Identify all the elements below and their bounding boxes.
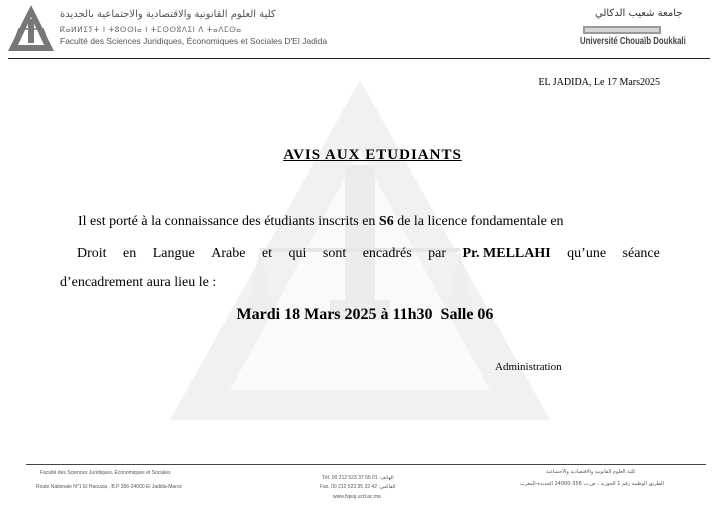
word: encadrés <box>362 246 412 261</box>
university-name-french: Université Chouaïb Doukkali <box>580 36 686 47</box>
footer-website: www.fsjesj.ucd.ac.ma <box>333 494 381 500</box>
word: Arabe <box>211 246 246 261</box>
word: Langue <box>152 246 195 261</box>
footer-address: Route Nationale N°1 El Haouzia , B.P 356-24000 El Jadida-Maroc <box>36 484 183 490</box>
paragraph-text: Il est porté à la connaissance des étudiants inscrits en <box>78 214 379 229</box>
university-name-arabic: جامعة شعيب الدكالي <box>595 8 683 19</box>
word: Droit <box>77 246 107 261</box>
footer-faculty-name: Faculté des Sciences Juridiques, Économiques et Sociales <box>40 470 171 476</box>
footer-phone: Tél. 00 212 523 37 55 01 :الهاتف <box>322 475 394 481</box>
word: qu’une <box>567 246 607 261</box>
date-line: EL JADIDA, Le 17 Mars2025 <box>538 77 660 88</box>
professor-name: Pr. MELLAHI <box>462 246 551 261</box>
faculty-logo <box>6 3 56 53</box>
faculty-name-french: Faculté des Sciences Juridiques, Économiques et Sociales D'El Jadida <box>60 36 328 46</box>
header-divider <box>8 58 710 59</box>
university-logo <box>583 24 661 36</box>
paragraph-line-1 <box>78 214 564 230</box>
word: en <box>123 246 137 261</box>
word: qui <box>288 246 307 261</box>
signature-administration: Administration <box>495 361 562 373</box>
footer-faculty-name-arabic: كلية العلوم القانونية والاقتصادية والاجتماعية <box>546 469 636 475</box>
semester-code: S6 <box>378 214 394 229</box>
footer-fax: Fax. 00 212 523 35 32 42 :الفاكس <box>320 484 396 490</box>
session-datetime-room: Mardi 18 Mars 2025 à 11h30 Salle 06 <box>236 306 494 323</box>
word: par <box>428 246 447 261</box>
faculty-name-tifinagh: ⴽⴰⵍⵍⵉⵢⵜ ⵏ ⵜⵓⵙⵙⵏⴰ ⵏ ⵜⵎⵙⵙⵓⴷⵉⵏ ⴷ ⵜⴰⴷⵎⵙⴰ <box>60 25 242 34</box>
word: et <box>261 246 273 261</box>
word: sont <box>322 246 347 261</box>
footer-divider <box>26 464 706 465</box>
paragraph-line-2 <box>77 246 660 262</box>
paragraph-line-3: d’encadrement aura lieu le : <box>60 275 217 290</box>
footer-address-arabic: الطريق الوطنية رقم 1 الحوزية ، ص.ب 356-24000 الجديدة-المغرب <box>520 481 664 487</box>
word: séance <box>622 246 660 261</box>
faculty-name-arabic: كلية العلوم القانونية والاقتصادية والاجتماعية بالجديدة <box>60 9 276 20</box>
notice-title: AVIS AUX ETUDIANTS <box>283 147 462 163</box>
paragraph-text: de la licence fondamentale en <box>393 214 564 229</box>
